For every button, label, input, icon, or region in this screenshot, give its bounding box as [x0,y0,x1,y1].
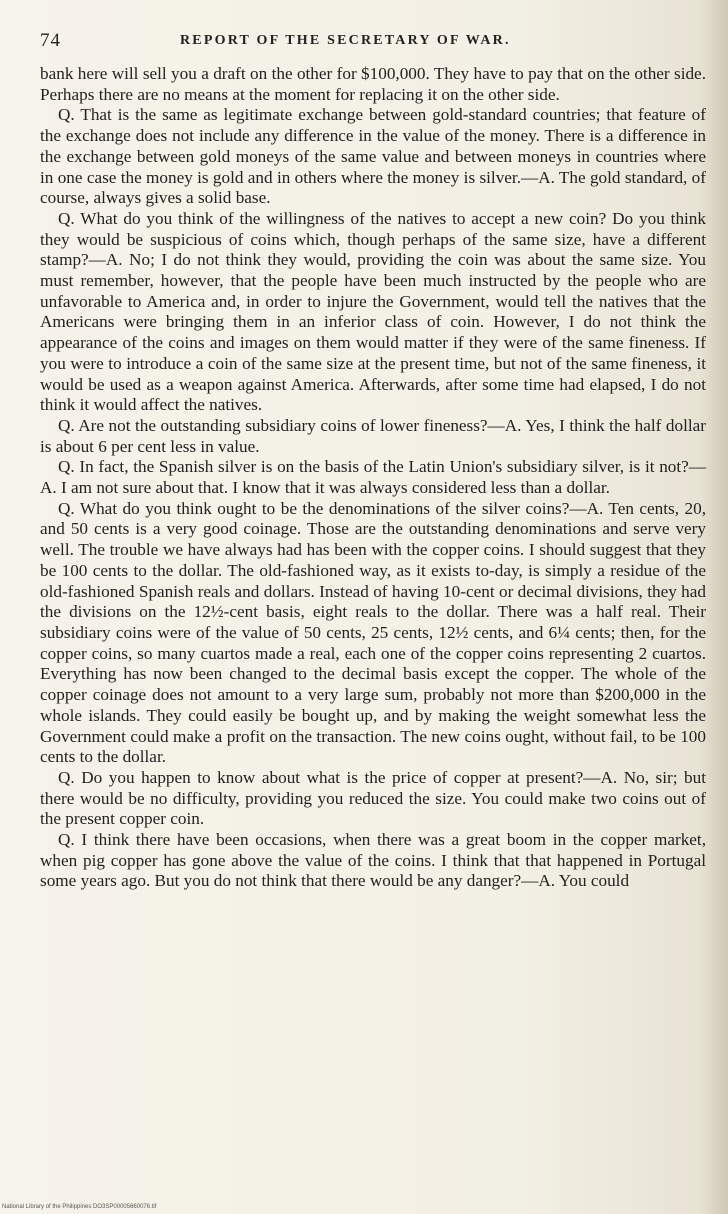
paragraph: Q. That is the same as legitimate exchange between gold-standard countries; that feature of the exchange does not include any difference in the value of the money. There is a difference in the exchange between gold moneys of the same value and between moneys in countries where in one case the money is gold and in others where the money is silver.—A. The gold standard, of course, always gives a solid base. [40,105,706,208]
paragraph: Q. What do you think of the willingness of the natives to accept a new coin? Do you think they would be suspicious of coins which, though perhaps of the same size, have a different stamp?—A. No; I do not think they would, providing the coin was about the same size. You must remember, however, that the people have been much instructed by the people who are unfavorable to America and, in order to injure the Government, would tell the natives that the Americans were bringing them in an inferior class of coin. However, I do not think the appearance of the coins and images on them would matter if they were of the same fineness. If you were to introduce a coin of the same size at the present time, but not of the same fineness, it would be used as a weapon against America. Afterwards, after some time had elapsed, I do not think it would affect the natives. [40,208,706,415]
page-number: 74 [40,30,61,51]
scan-source-footer: National Library of the Philippines DO3SP00005660076.tif [2,1204,157,1210]
paragraph: Q. Are not the outstanding subsidiary coins of lower fineness?—A. Yes, I think the half dollar is about 6 per cent less in value. [40,415,706,456]
paragraph: Q. What do you think ought to be the denominations of the silver coins?—A. Ten cents, 20, and 50 cents is a very good coinage. Those are the outstanding denominations and serve very well. The trouble we have always had has been with the copper coins. I should suggest that they be 100 cents to the dollar. The old-fashioned way, as it exists to-day, is simply a residue of the old-fashioned Spanish reals and dollars. Instead of having 10-cent or decimal divisions, they had the divisions on the 12½-cent basis, eight reals to the dollar. There was a half real. Their subsidiary coins were of the value of 50 cents, 25 cents, 12½ cents, and 6¼ cents; then, for the copper coins, so many cuartos made a real, each one of the copper coins representing 2 cuartos. Everything has now been changed to the decimal basis except the copper. The whole of the copper coinage does not amount to a very large sum, probably not more than $200,000 in the whole islands. They could easily be bought up, and by making the weight somewhat less the Government could make a profit on the transaction. The new coins ought, without fail, to be 100 cents to the dollar. [40,498,706,767]
running-head: REPORT OF THE SECRETARY OF WAR. [180,33,511,48]
paragraph: Q. In fact, the Spanish silver is on the basis of the Latin Union's subsidiary silver, is it not?—A. I am not sure about that. I know that it was always considered less than a dollar. [40,457,706,498]
paragraph: bank here will sell you a draft on the other for $100,000. They have to pay that on the other side. Perhaps there are no means at the moment for replacing it on the other side. [40,64,706,104]
document-body [40,64,706,892]
paragraph: Q. I think there have been occasions, when there was a great boom in the copper market, when pig copper has gone above the value of the coins. I think that that happened in Portugal some years ago. But you do not think that there would be any danger?—A. You could [40,830,706,891]
page-header [40,30,706,54]
paragraph: Q. Do you happen to know about what is the price of copper at present?—A. No, sir; but there would be no difficulty, providing you reduced the size. You could make two coins out of the present copper coin. [40,767,706,829]
